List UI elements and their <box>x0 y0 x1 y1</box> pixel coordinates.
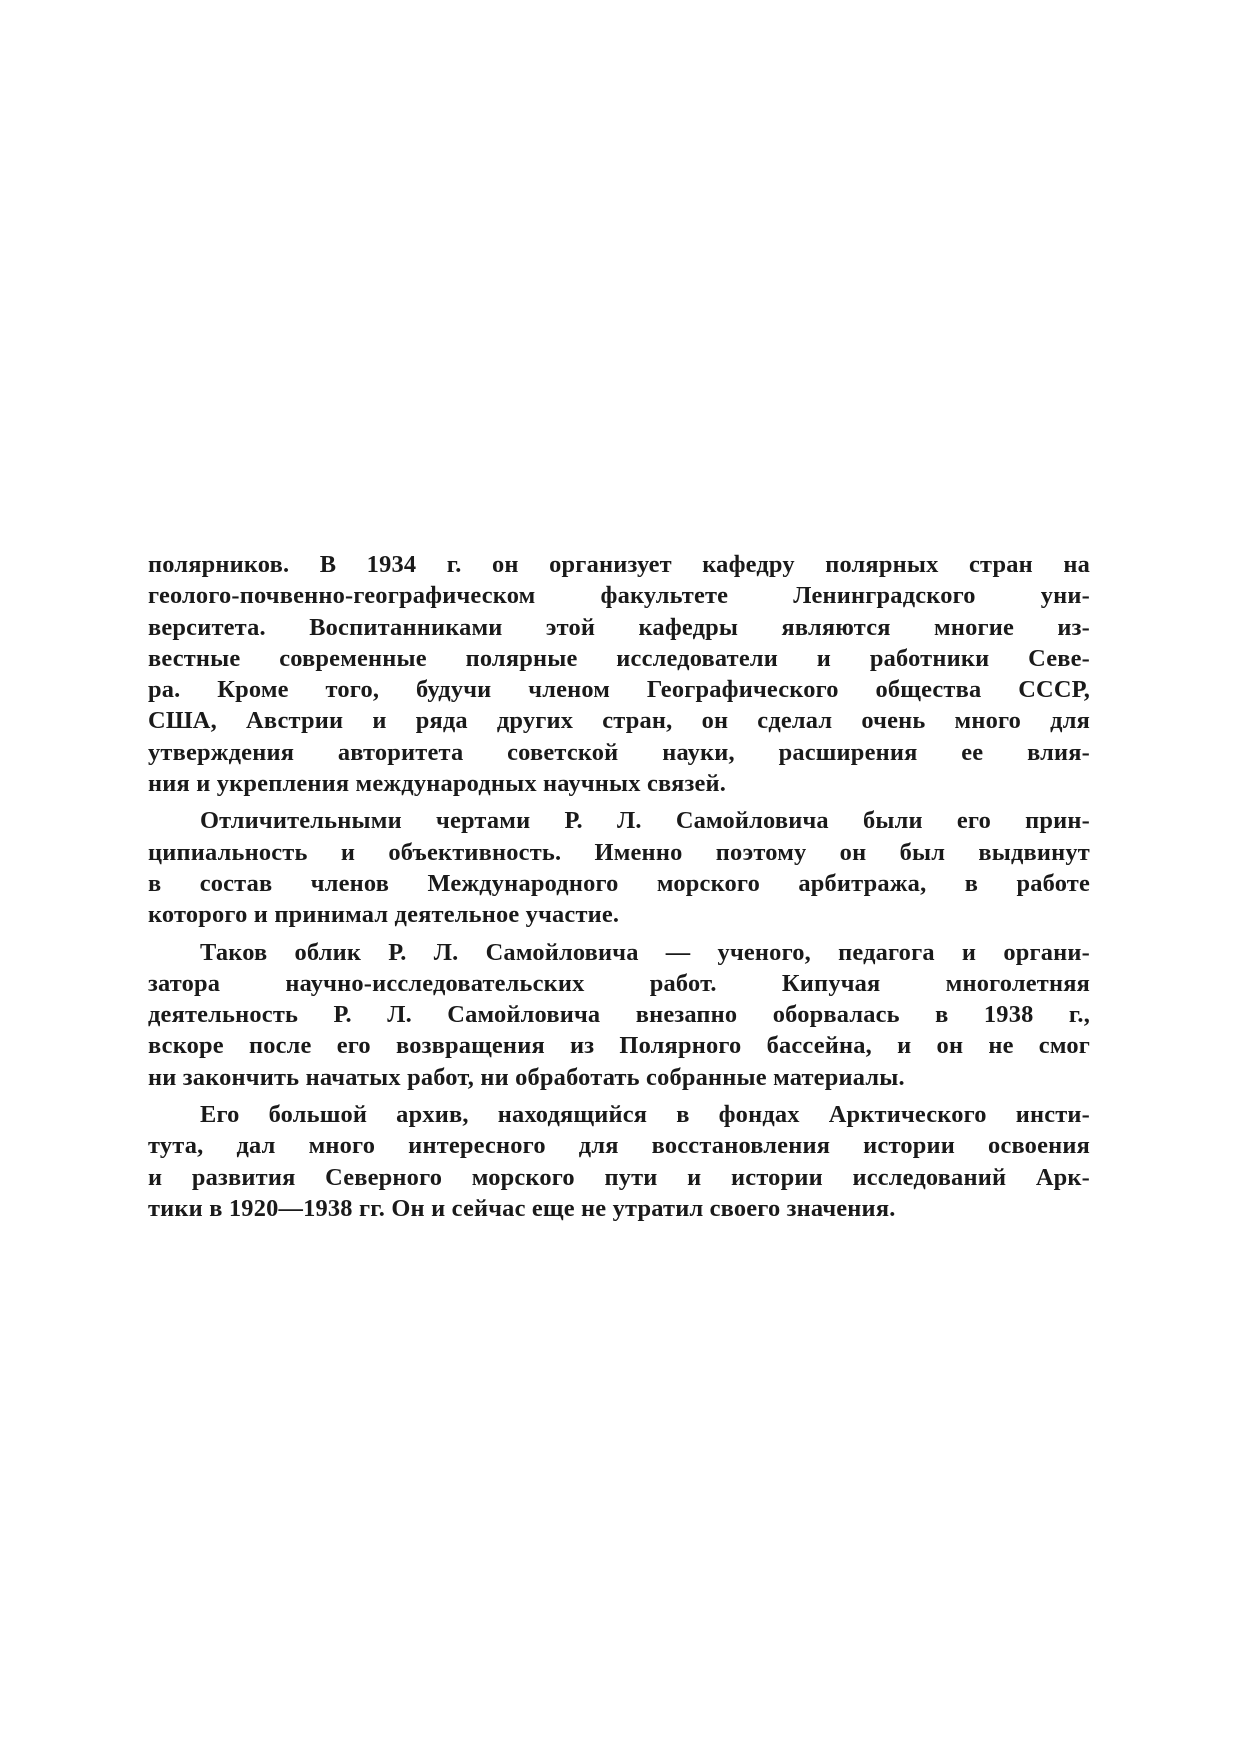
paragraph-4 <box>148 1099 1090 1224</box>
text-line: верситета. Воспитанниками этой кафедры являются многие из- <box>148 613 1090 641</box>
text-line: тики в 1920—1938 гг. Он и сейчас еще не утратил своего значения. <box>148 1194 896 1222</box>
text-line: полярников. В 1934 г. он организует кафедру полярных стран на <box>148 551 1090 578</box>
text-line: ни закончить начатых работ, ни обработать собранные материалы. <box>148 1063 905 1091</box>
text-line: Отличительными чертами Р. Л. Самойловича были его прин- <box>200 807 1090 835</box>
text-line: деятельность Р. Л. Самойловича внезапно оборвалась в 1938 г., <box>148 1001 1090 1029</box>
text-line: Таков облик Р. Л. Самойловича — ученого, педагога и органи- <box>200 938 1090 966</box>
body-text <box>148 549 1090 1224</box>
text-line: вестные современные полярные исследователи и работники Севе- <box>148 644 1090 672</box>
text-line: ра. Кроме того, будучи членом Географического общества СССР, <box>148 676 1090 704</box>
text-line: ния и укрепления международных научных связей. <box>148 770 727 798</box>
text-line: тута, дал много интересного для восстановления истории освоения <box>148 1132 1090 1160</box>
text-line: затора научно-исследовательских работ. Кипучая многолетняя <box>148 969 1090 997</box>
paragraph-1 <box>148 549 1090 799</box>
paragraph-3 <box>148 937 1090 1093</box>
text-line: утверждения авторитета советской науки, расширения ее влия- <box>148 738 1090 766</box>
text-line: США, Австрии и ряда других стран, он сделал очень много для <box>148 707 1090 735</box>
text-line: ципиальность и объективность. Именно поэтому он был выдвинут <box>148 838 1090 866</box>
text-line: вскоре после его возвращения из Полярного бассейна, и он не смог <box>148 1032 1090 1060</box>
text-line: и развития Северного морского пути и истории исследований Арк- <box>148 1163 1090 1191</box>
paragraph-2 <box>148 805 1090 930</box>
text-line: Его большой архив, находящийся в фондах Арктического инсти- <box>200 1101 1090 1129</box>
text-line: которого и принимал деятельное участие. <box>148 901 620 929</box>
text-line: в состав членов Международного морского арбитража, в работе <box>148 869 1090 897</box>
text-line: геолого-почвенно-географическом факультете Ленинградского уни- <box>148 582 1090 610</box>
